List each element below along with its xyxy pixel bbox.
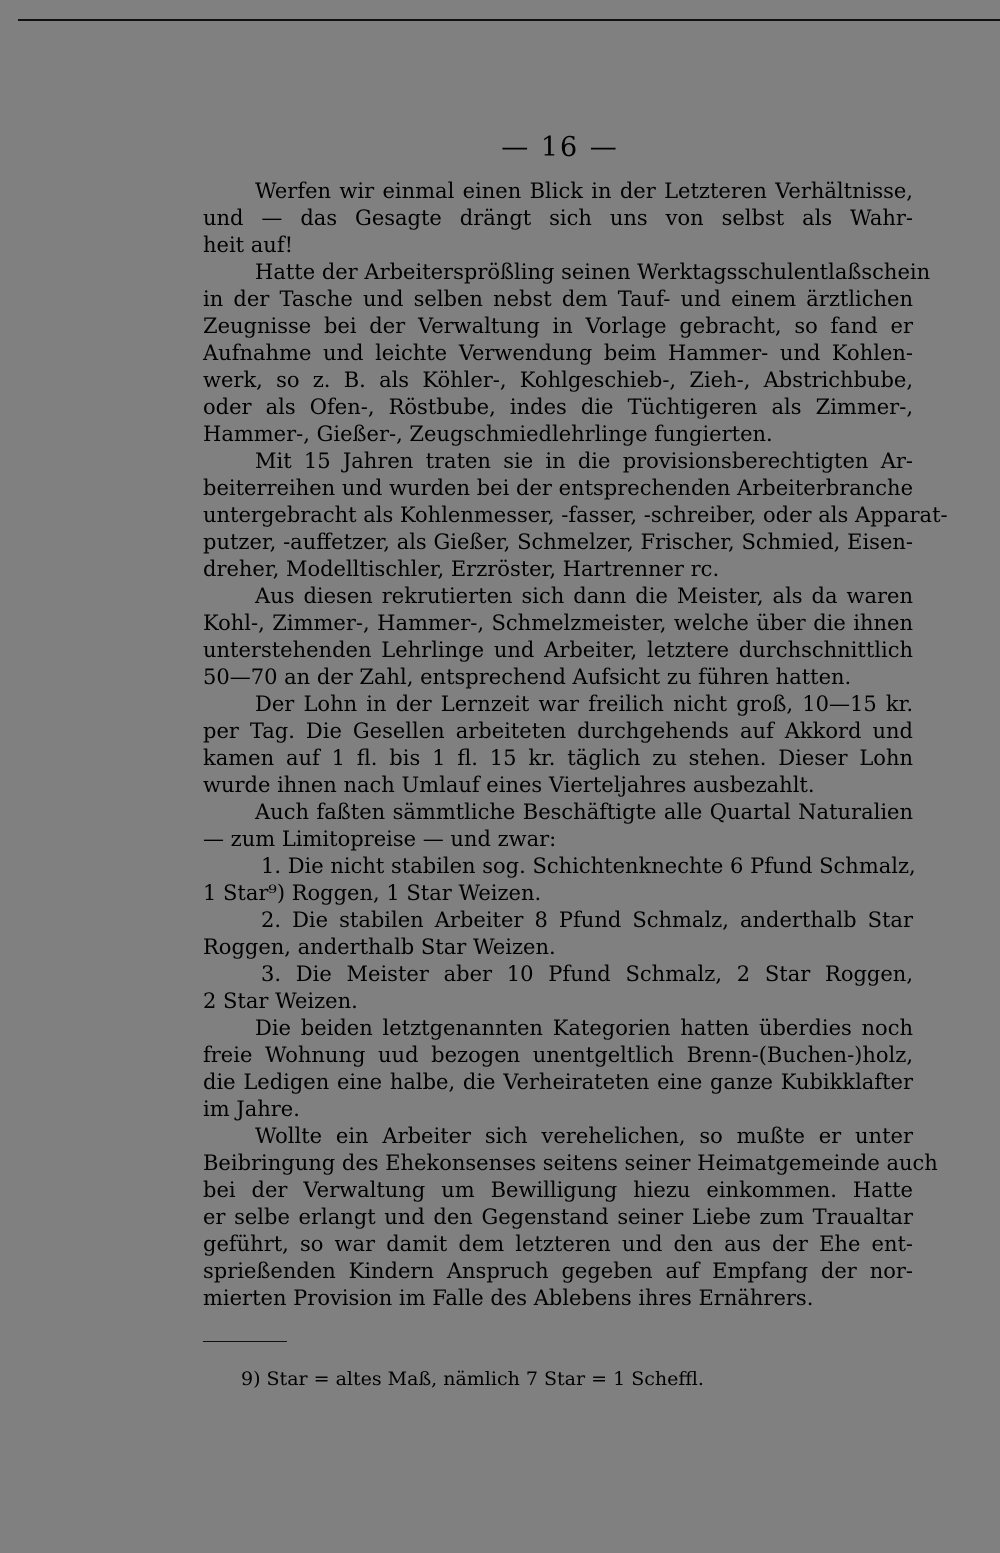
text-line: geführt, so war damit dem letzteren und den aus der Ehe ent- <box>203 1232 913 1256</box>
text-line: dreher, Modelltischler, Erzröster, Hartrenner rc. <box>203 557 720 581</box>
text-line: — zum Limitopreise — und zwar: <box>203 827 557 851</box>
footnote: 9) Star = altes Maß, nämlich 7 Star = 1 Scheffl. <box>241 1368 704 1390</box>
text-line: im Jahre. <box>203 1097 300 1121</box>
text-line: in der Tasche und selben nebst dem Tauf- und einem ärztlichen <box>203 287 913 311</box>
footnote-rule <box>203 1341 287 1342</box>
text-line: 50—70 an der Zahl, entsprechend Aufsicht zu führen hatten. <box>203 665 852 689</box>
text-line: kamen auf 1 fl. bis 1 fl. 15 kr. täglich zu stehen. Dieser Lohn <box>203 746 913 770</box>
text-line: und — das Gesagte drängt sich uns von selbst als Wahr- <box>203 206 913 230</box>
top-rule <box>18 19 1000 21</box>
text-line: er selbe erlangt und den Gegenstand seiner Liebe zum Traualtar <box>203 1205 913 1229</box>
text-line: per Tag. Die Gesellen arbeiteten durchgehends auf Akkord und <box>203 719 913 743</box>
text-line: 1. Die nicht stabilen sog. Schichtenknechte 6 Pfund Schmalz, <box>261 854 916 878</box>
text-line: werk, so z. B. als Köhler-, Kohlgeschieb-, Zieh-, Abstrichbube, <box>203 368 913 392</box>
text-line: Hammer-, Gießer-, Zeugschmiedlehrlinge fungierten. <box>203 422 773 446</box>
text-line: 2 Star Weizen. <box>203 989 358 1013</box>
text-line: untergebracht als Kohlenmesser, -fasser, -schreiber, oder als Apparat- <box>203 503 948 527</box>
text-line: Werfen wir einmal einen Blick in der Letzteren Verhältnisse, <box>255 179 913 203</box>
text-line: die Ledigen eine halbe, die Verheirateten eine ganze Kubikklafter <box>203 1070 913 1094</box>
text-line: Kohl-, Zimmer-, Hammer-, Schmelzmeister, welche über die ihnen <box>203 611 913 635</box>
text-line: Mit 15 Jahren traten sie in die provisionsberechtigten Ar- <box>255 449 913 473</box>
body-text <box>203 178 948 1312</box>
text-line: Aus diesen rekrutierten sich dann die Meister, als da waren <box>255 584 913 608</box>
text-line: freie Wohnung uud bezogen unentgeltlich Brenn-(Buchen-)holz, <box>203 1043 913 1067</box>
text-line: 2. Die stabilen Arbeiter 8 Pfund Schmalz, anderthalb Star <box>261 908 913 932</box>
text-line: Hatte der Arbeitersprößling seinen Werktagsschulentlaßschein <box>255 260 931 284</box>
text-line: Auch faßten sämmtliche Beschäftigte alle Quartal Naturalien <box>255 800 913 824</box>
text-line: mierten Provision im Falle des Ablebens ihres Ernährers. <box>203 1286 814 1310</box>
text-line: Der Lohn in der Lernzeit war freilich nicht groß, 10—15 kr. <box>255 692 913 716</box>
text-line: wurde ihnen nach Umlauf eines Vierteljahres ausbezahlt. <box>203 773 815 797</box>
text-line: beiterreihen und wurden bei der entsprechenden Arbeiterbranche <box>203 476 913 500</box>
text-line: oder als Ofen-, Röstbube, indes die Tüchtigeren als Zimmer-, <box>203 395 913 419</box>
text-line: bei der Verwaltung um Bewilligung hiezu einkommen. Hatte <box>203 1178 913 1202</box>
text-line: putzer, -auffetzer, als Gießer, Schmelzer, Frischer, Schmied, Eisen- <box>203 530 913 554</box>
text-line: Wollte ein Arbeiter sich verehelichen, so mußte er unter <box>255 1124 913 1148</box>
text-line: unterstehenden Lehrlinge und Arbeiter, letztere durchschnittlich <box>203 638 913 662</box>
text-line: Roggen, anderthalb Star Weizen. <box>203 935 556 959</box>
text-line: Beibringung des Ehekonsenses seitens seiner Heimatgemeinde auch <box>203 1151 938 1175</box>
text-line: 1 Star⁹) Roggen, 1 Star Weizen. <box>203 881 542 905</box>
text-line: sprießenden Kindern Anspruch gegeben auf Empfang der nor- <box>203 1259 913 1283</box>
text-line: Die beiden letztgenannten Kategorien hatten überdies noch <box>255 1016 913 1040</box>
page-number: — 16 — <box>501 132 619 163</box>
text-line: heit auf! <box>203 233 294 257</box>
text-line: 3. Die Meister aber 10 Pfund Schmalz, 2 Star Roggen, <box>261 962 913 986</box>
text-line: Aufnahme und leichte Verwendung beim Hammer- und Kohlen- <box>203 341 913 365</box>
text-line: Zeugnisse bei der Verwaltung in Vorlage gebracht, so fand er <box>203 314 913 338</box>
